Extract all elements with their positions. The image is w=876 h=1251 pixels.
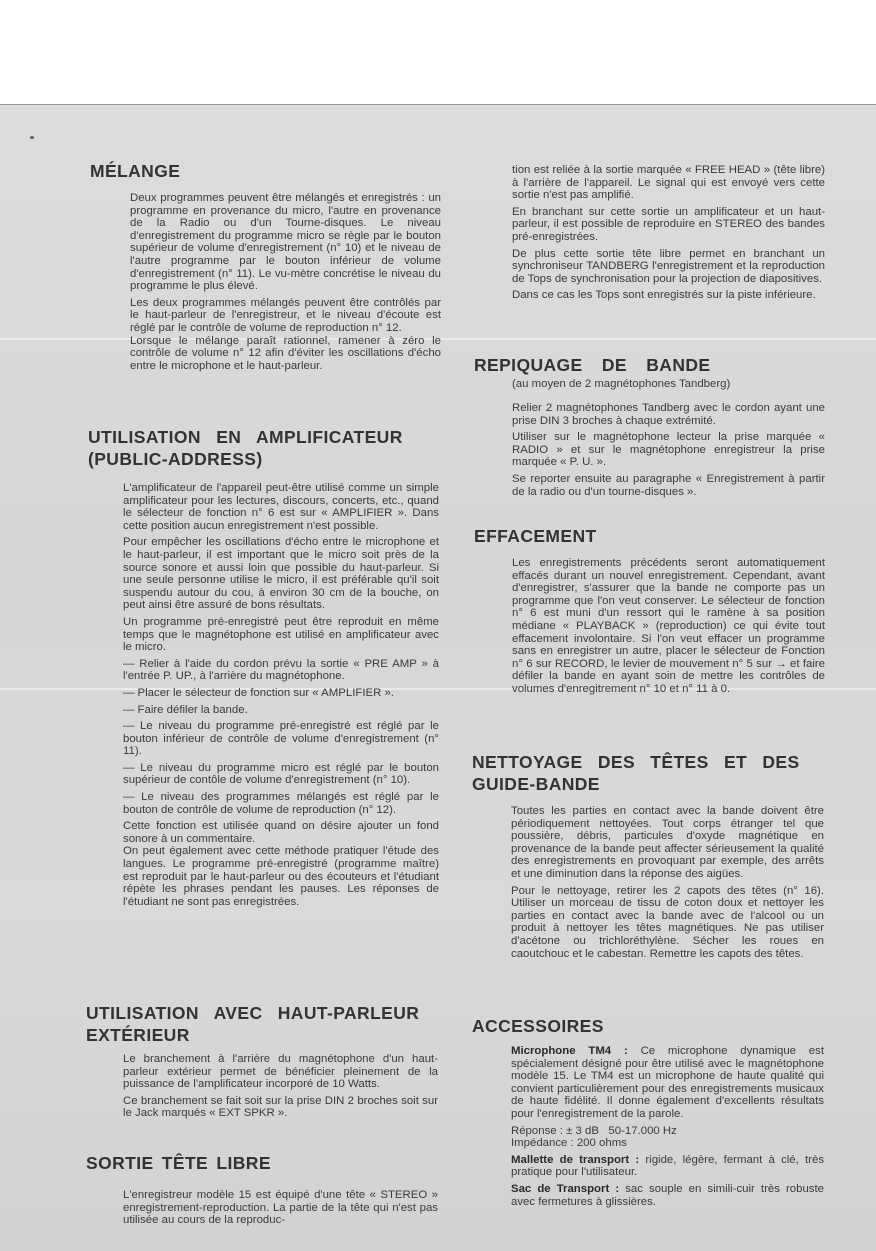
paragraph: Pour le nettoyage, retirer les 2 capots des têtes (n° 16). Utiliser un morceau de tissu de coton doux et nettoyer les parties en contact avec la bande avec de l'alcool ou un produit à nettoyer les têtes magnétiques. Ne pas utiliser d'acétone ou trichloréthylène. Sécher les roues en caoutchouc et le cabestan. Remettre les capots des têtes. [511,884,824,960]
paragraph: Dans ce cas les Tops sont enregistrés sur la piste inférieure. [512,289,816,302]
section-haut-parleur-body [123,1053,438,1124]
paragraph: En branchant sur cette sortie un amplificateur et un haut-parleur, il est possible de reproduire en STEREO des bandes pré-enregistrées. [512,205,825,243]
repiquage-subtitle: (au moyen de 2 magnétophones Tandberg) [512,378,731,390]
item-text: sac souple en simili-cuir très robuste avec fermetures à glissières. [511,1182,824,1208]
paragraph: L'enregistreur modèle 15 est équipé d'une tête « STEREO » enregistrement-reproduction. La partie de la tête qui n'est pas utilisée au cours de la reproduc- [123,1189,438,1227]
heading-effacement: EFFACEMENT [474,526,597,546]
section-sortie-continued [512,164,825,306]
spec-reponse: Réponse : ± 3 dB 50-17.000 Hz [511,1124,677,1137]
section-nettoyage-body [511,805,824,964]
item-text: Ce microphone dynamique est spécialement désigné pour être utilisé avec le magnétophone modèle 15. Le TM4 est un microphone de haute qualité qui convient particulièrement pour des enregistrements musicaux de haute fidélité. Il donne également d'excellents résultats pour l'enregistrement de la parole. [511,1045,824,1120]
list-item: — Le niveau des programmes mélangés est réglé par le bouton de contrôle de volume de reproduction (n° 12). [123,791,439,816]
paragraph: Lorsque le mélange paraît rationnel, ramener à zéro le contrôle de volume n° 12 afin d'éviter les oscillations d'écho entre le microphone et le haut-parleur. [130,334,441,372]
section-sortie-body [123,1189,438,1231]
list-item: — Le niveau du programme micro est réglé par le bouton supérieur de contôle de volume d'enregistrement (n° 10). [123,761,439,787]
list-item: — Relier à l'aide du cordon prévu la sortie « PRE AMP » à l'entrée P. UP., à l'arrière du magnétophone. [123,657,439,683]
section-melange-body [130,192,441,376]
item-label: Microphone TM4 : [511,1045,628,1057]
scan-speck [30,136,34,139]
item-label: Mallette de transport : [511,1153,640,1166]
list-item: — Faire défiler la bande. [123,703,248,716]
heading-melange: MÉLANGE [90,161,181,181]
heading-sortie-tete-libre: SORTIE TÊTE LIBRE [86,1153,271,1173]
paragraph: Se reporter ensuite au paragraphe « Enregistrement à partir de la radio ou d'un tourne-disques ». [512,472,825,498]
heading-line: EXTÉRIEUR [86,1025,190,1045]
heading-amplificateur [88,426,414,470]
paragraph: Cette fonction est utilisée quand on désire ajouter un fond sonore à un commentaire. [123,820,439,845]
paragraph: Utiliser sur le magnétophone lecteur la prise marquée « RADIO » et sur le magnétophone enregistreur la prise marquée « P. U. ». [512,431,825,469]
section-effacement-body [512,557,825,700]
microphone-item [511,1045,824,1121]
paragraph: Le branchement à l'arrière du magnétophone d'un haut-parleur extérieur permet de bénéficier pleinement de la puissance de l'amplificateur incorporé de 10 Watts. [123,1053,438,1091]
heading-line: (PUBLIC-ADDRESS) [88,449,263,469]
heading-line: NETTOYAGE DES TÊTES ET DES [472,752,800,772]
list-item: — Placer le sélecteur de fonction sur « AMPLIFIER ». [123,686,394,699]
section-amplificateur-body [123,482,439,912]
item-label: Sac de Transport : [511,1182,620,1195]
paragraph: Les enregistrements précédents seront automatiquement effacés durant un nouvel enregistrement. Cependant, avant d'enregistrer, s'assurer que la bande ne comporte pas un programme que l'on veut conserver. Le sélecteur de fonction n° 6 est muni d'un ressort qui le ramène à sa position médiane « PLAYBACK » (reproduction) ce qui évite tout effacement involontaire. Si l'on veut effacer un programme sans en enregistrer un autre, placer le sélecteur de Fonction n° 6 sur RECORD, le levier de mouvement n° 5 sur → et faire défiler la bande en ayant soin de mettre les contrôles de volumes d'enregitrement n° 10 et n° 11 à 0. [512,557,825,695]
list-item: — Le niveau du programme pré-enregistré est réglé par le bouton inférieur de contrôle de volume d'enregistrement (n° 11). [123,720,439,758]
paragraph: Relier 2 magnétophones Tandberg avec le cordon ayant une prise DIN 3 broches à chaque extrémité. [512,402,825,427]
paragraph: On peut également avec cette méthode pratiquer l'étude des langues. Le programme pré-enregistré (programme maître) est reproduit par le haut-parleur ou des écouteurs et l'étudiant répète les phrases pendant les pauses. Les réponses de l'étudiant ne sont pas enregistrées. [123,845,439,908]
paragraph: Deux programmes peuvent être mélangés et enregistrés : un programme en provenance du micro, l'autre en provenance de la Radio ou d'un Tourne-disques. Le niveau d'enregistrement du programme micro se règle par le bouton supérieur de volume d'enregistrement (n° 10) et le niveau de l'autre programme par le bouton inférieur de volume d'enregistrement (n° 11). Le vu-mètre concrétise le niveau du programme le plus élevé. [130,192,441,293]
heading-accessoires: ACCESSOIRES [472,1016,604,1036]
paragraph: tion est reliée à la sortie marquée « FREE HEAD » (tête libre) à l'arrière de l'appareil. Le signal qui est envoyé vers cette sortie n'est pas amplifié. [512,164,825,202]
heading-line: GUIDE-BANDE [472,774,600,794]
paragraph: L'amplificateur de l'appareil peut-être utilisé comme un simple amplificateur pour les lectures, discours, concerts, etc., quand le sélecteur de fonction n° 6 est sur « AMPLIFIER ». Dans cette position aucun enregistrement n'est possible. [123,482,439,532]
heading-nettoyage [472,751,820,795]
heading-line: UTILISATION AVEC HAUT-PARLEUR [86,1003,420,1023]
heading-repiquage: REPIQUAGE DE BANDE [474,355,711,375]
sac-item [511,1183,824,1208]
item-text: rigide, légère, fermant à clé, très pratique pour l'utilisateur. [511,1153,825,1179]
paragraph: Les deux programmes mélangés peuvent être contrôlés par le haut-parleur de l'enregistreur, et le niveau d'écoute est réglé par le contrôle de volume de reproduction n° 12. [130,296,441,334]
paragraph: De plus cette sortie tête libre permet en branchant un synchroniseur TANDBERG l'enregistrement et la reproduction de Tops de synchronisation pour la projection de diapositives. [512,247,825,285]
heading-line: UTILISATION EN AMPLIFICATEUR [88,427,403,447]
paragraph: Toutes les parties en contact avec la bande doivent être périodiquement nettoyées. Tout corps étranger tel que poussière, débris, particules d'oxyde magnétique en provenance de la bande peut affecter sérieusement la qualité des enregistrements en provoquant par exemple, des arrêts et une diminution dans la réponse des aigües. [511,805,824,880]
paragraph: Un programme pré-enregistré peut être reproduit en même temps que le magnétophone est utilisé en amplificateur avec le micro. [123,615,439,654]
section-repiquage-body [512,402,825,502]
heading-haut-parleur [86,1002,434,1046]
paragraph: Pour empêcher les oscillations d'écho entre le microphone et le haut-parleur, il est important que le micro soit près de la source sonore et aussi loin que possible du haut-parleur. Si une seule personne utilise le micro, il est préférable qu'il soit suspendu autour du cou, à environ 30 cm de la bouche, on peut ainsi être assuré de bons résultats. [123,536,439,612]
section-accessoires-body [511,1045,824,1212]
paragraph: Ce branchement se fait soit sur la prise DIN 2 broches soit sur le Jack marqués « EXT SPKR ». [123,1094,438,1120]
spec-impedance: Impédance : 200 ohms [511,1137,627,1150]
mallette-item [511,1154,824,1179]
